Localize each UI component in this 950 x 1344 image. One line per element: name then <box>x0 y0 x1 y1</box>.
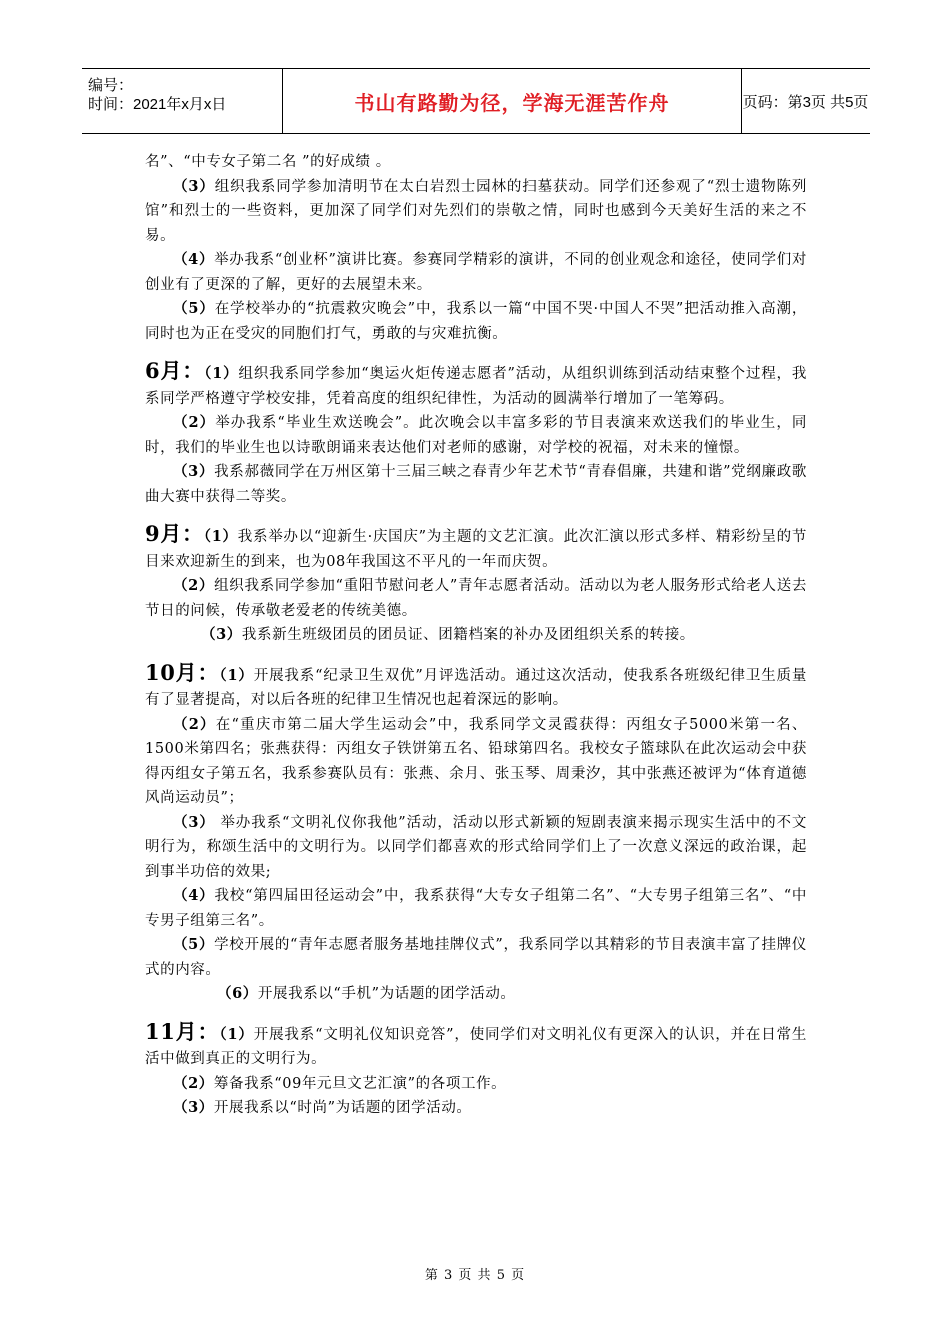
paragraph <box>145 297 807 346</box>
document-body <box>145 150 807 1121</box>
item-number: （3） <box>173 1099 214 1116</box>
paragraph-text: 组织我系同学参加清明节在太白岩烈士园林的扫墓获动。同学们还参观了“烈士遗物陈列馆”和烈士的一些资料，更加深了同学们对先烈们的崇敬之情，同时也感到今天美好生活的来之不易。 <box>145 178 807 244</box>
item-number: （2） <box>173 1074 214 1092</box>
paragraph <box>145 460 807 509</box>
paragraph <box>145 713 807 811</box>
item-number: （1） <box>219 1025 254 1043</box>
paragraph-text: 开展我系以“时尚”为话题的团学活动。 <box>213 1100 472 1116</box>
paragraph <box>145 175 807 249</box>
item-number: （1） <box>203 528 238 545</box>
paragraph-text: 我系举办以“迎新生·庆国庆”为主题的文艺汇演。此次汇演以形式多样、精彩纷呈的节目来欢迎新生的到来，也为08年我国这不平凡的一年而庆贺。 <box>145 529 807 570</box>
header-motto: 书山有路勤为径，学海无涯苦作舟 <box>354 90 670 115</box>
paragraph <box>145 1096 807 1121</box>
page-footer: 第 3 页 共 5 页 <box>424 1268 526 1283</box>
paragraph-text: 学校开展的“青年志愿者服务基地挂牌仪式”，我系同学以其精彩的节目表演丰富了挂牌仪式的内容。 <box>145 937 807 978</box>
paragraph-text: 举办我系“创业杯”演讲比赛。参赛同学精彩的演讲，不同的创业观念和途径，使同学们对创业有了更深的了解，更好的去展望未来。 <box>145 252 807 293</box>
paragraph-text: 我系新生班级团员的团员证、团籍档案的补办及团组织关系的转接。 <box>241 627 695 643</box>
month-heading: 6月： <box>145 358 205 383</box>
document-number-label: 编号： <box>88 77 134 94</box>
item-number: （2） <box>173 414 216 431</box>
paragraph <box>145 623 807 648</box>
paragraph-text: 开展我系“文明礼仪知识竞答”，使同学们对文明礼仪有更深入的认识，并在日常生活中做到真正的文明行为。 <box>145 1026 808 1067</box>
item-number: （1） <box>204 365 239 382</box>
item-number: （4） <box>173 887 215 904</box>
item-number: （4） <box>173 251 215 268</box>
paragraph-text: 我系郝薇同学在万州区第十三届三峡之春青少年艺术节“青春倡廉，共建和谐”党纲廉政歌曲大赛中获得二等奖。 <box>145 464 807 505</box>
paragraph-text: 在学校举办的“抗震救灾晚会”中，我系以一篇“中国不哭·中国人不哭”把活动推入高潮，同时也为正在受灾的同胞们打气，勇敢的与灾难抗衡。 <box>145 301 808 342</box>
header-page-info: 页码：第3页 共5页 <box>742 93 869 111</box>
month-heading: 9月： <box>145 521 204 546</box>
item-number: （3） <box>173 813 215 831</box>
paragraph-text: 我校“第四届田径运动会”中，我系获得“大专女子组第二名”、“大专男子组第三名”、“中专男子组第三名”。 <box>145 888 808 929</box>
paragraph <box>145 811 807 885</box>
item-number: （1） <box>219 666 254 684</box>
month-heading: 11月： <box>145 1018 220 1044</box>
paragraph <box>145 1072 807 1097</box>
item-number: （6） <box>217 985 258 1002</box>
item-number: （3） <box>201 626 242 643</box>
paragraph <box>145 884 807 933</box>
paragraph-text: 名”、“中专女子第二名 ”的好成绩 。 <box>145 154 391 170</box>
paragraph-text: 组织我系同学参加“奥运火炬传递志愿者”活动，从组织训练到活动结束整个过程，我系同学严格遵守学校安排，凭着高度的组织纪律性，为活动的圆满举行增加了一笔筹码。 <box>145 366 807 407</box>
paragraph <box>145 150 807 175</box>
item-number: （3） <box>173 463 215 480</box>
paragraph <box>145 933 807 982</box>
month-section-november <box>145 1020 807 1072</box>
paragraph <box>145 248 807 297</box>
month-section-september <box>145 522 807 574</box>
paragraph <box>145 982 807 1007</box>
document-date-label: 时间：2021年x月x日 <box>88 96 227 113</box>
paragraph-text: 开展我系以“手机”为话题的团学活动。 <box>257 986 516 1002</box>
document-header <box>82 68 870 134</box>
paragraph <box>145 411 807 460</box>
item-number: （2） <box>173 577 215 594</box>
paragraph-text: 在“重庆市第二届大学生运动会”中，我系同学文灵霞获得：丙组女子5000米第一名、1500米第四名；张燕获得：丙组女子铁饼第五名、铅球第四名。我校女子篮球队在此次运动会中获得丙组女子第五名，我系参赛队员有：张燕、余月、张玉琴、周秉汐，其中张燕还被评为“体育道德风尚运动员”； <box>145 716 807 806</box>
month-heading: 10月： <box>145 659 220 685</box>
header-motto-cell <box>282 69 742 133</box>
paragraph-text: 开展我系“纪录卫生双优”月评选活动。通过这次活动，使我系各班级纪律卫生质量有了显著提高，对以后各班的纪律卫生情况也起着深远的影响。 <box>145 667 808 708</box>
paragraph-text: 举办我系“毕业生欢送晚会”。此次晚会以丰富多彩的节目表演来欢送我们的毕业生，同时，我们的毕业生也以诗歌朗诵来表达他们对老师的感谢，对学校的祝福，对未来的憧憬。 <box>145 415 807 456</box>
paragraph-text: 筹备我系“09年元旦文艺汇演”的各项工作。 <box>213 1075 507 1092</box>
paragraph-text: 组织我系同学参加“重阳节慰问老人”青年志愿者活动。活动以为老人服务形式给老人送去节日的问候，传承敬老爱老的传统美德。 <box>145 578 807 619</box>
paragraph-text: 举办我系“文明礼仪你我他”活动，活动以形式新颖的短剧表演来揭示现实生活中的不文明行为，称颂生活中的文明行为。以同学们都喜欢的形式给同学们上了一次意义深远的政治课，起到事半功倍的效果; <box>145 814 808 880</box>
item-number: （5） <box>173 300 215 317</box>
item-number: （2） <box>173 715 216 733</box>
paragraph <box>145 574 807 623</box>
month-section-october <box>145 661 807 713</box>
item-number: （5） <box>173 936 215 953</box>
header-meta <box>82 69 282 133</box>
month-section-june <box>145 359 807 411</box>
item-number: （3） <box>173 177 215 195</box>
